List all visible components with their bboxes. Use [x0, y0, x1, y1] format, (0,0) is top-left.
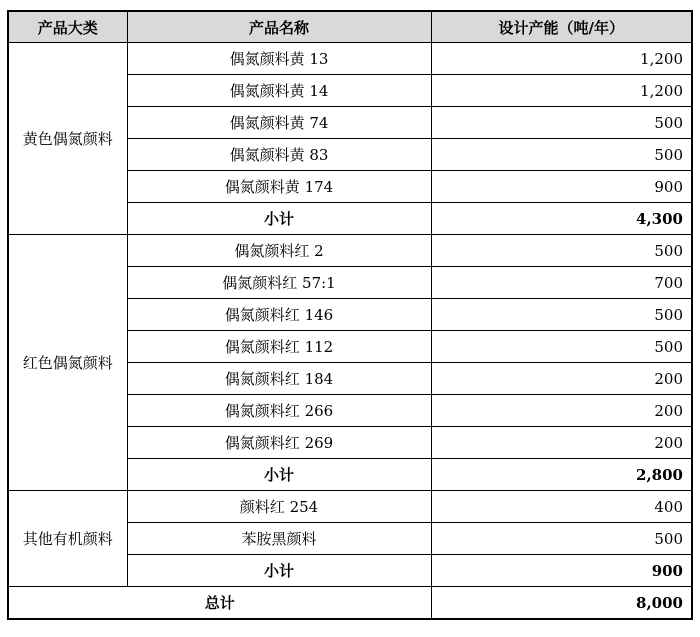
product-name-cell: 偶氮颜料黄 174 [127, 171, 431, 203]
capacity-cell: 500 [431, 235, 692, 267]
capacity-cell: 900 [431, 171, 692, 203]
product-name-cell: 偶氮颜料黄 74 [127, 107, 431, 139]
product-name-cell: 偶氮颜料红 2 [127, 235, 431, 267]
total-value: 8,000 [431, 587, 692, 620]
subtotal-value: 900 [431, 555, 692, 587]
capacity-cell: 400 [431, 491, 692, 523]
product-name-cell: 偶氮颜料红 57:1 [127, 267, 431, 299]
total-row [8, 587, 692, 620]
table-row [8, 43, 692, 75]
product-name-cell: 偶氮颜料红 112 [127, 331, 431, 363]
product-name-cell: 偶氮颜料黄 83 [127, 139, 431, 171]
table-row [8, 491, 692, 523]
product-name-cell: 偶氮颜料红 269 [127, 427, 431, 459]
capacity-cell: 1,200 [431, 43, 692, 75]
total-label: 总计 [8, 587, 431, 620]
capacity-table [7, 10, 693, 620]
subtotal-label: 小计 [127, 203, 431, 235]
table-row [8, 235, 692, 267]
subtotal-value: 2,800 [431, 459, 692, 491]
subtotal-label: 小计 [127, 555, 431, 587]
capacity-cell: 500 [431, 139, 692, 171]
product-name-cell: 偶氮颜料黄 14 [127, 75, 431, 107]
header-row [8, 11, 692, 43]
product-name-cell: 偶氮颜料黄 13 [127, 43, 431, 75]
category-cell: 其他有机颜料 [8, 491, 127, 587]
product-name-cell: 颜料红 254 [127, 491, 431, 523]
product-name-cell: 偶氮颜料红 266 [127, 395, 431, 427]
capacity-cell: 500 [431, 523, 692, 555]
product-name-cell: 苯胺黑颜料 [127, 523, 431, 555]
capacity-cell: 200 [431, 395, 692, 427]
capacity-cell: 500 [431, 107, 692, 139]
header-product-name: 产品名称 [127, 11, 431, 43]
category-cell: 红色偶氮颜料 [8, 235, 127, 491]
capacity-cell: 200 [431, 427, 692, 459]
header-category: 产品大类 [8, 11, 127, 43]
subtotal-label: 小计 [127, 459, 431, 491]
capacity-cell: 500 [431, 331, 692, 363]
product-name-cell: 偶氮颜料红 184 [127, 363, 431, 395]
category-cell: 黄色偶氮颜料 [8, 43, 127, 235]
product-name-cell: 偶氮颜料红 146 [127, 299, 431, 331]
capacity-cell: 200 [431, 363, 692, 395]
subtotal-value: 4,300 [431, 203, 692, 235]
capacity-cell: 700 [431, 267, 692, 299]
header-capacity: 设计产能（吨/年） [431, 11, 692, 43]
capacity-cell: 500 [431, 299, 692, 331]
capacity-cell: 1,200 [431, 75, 692, 107]
